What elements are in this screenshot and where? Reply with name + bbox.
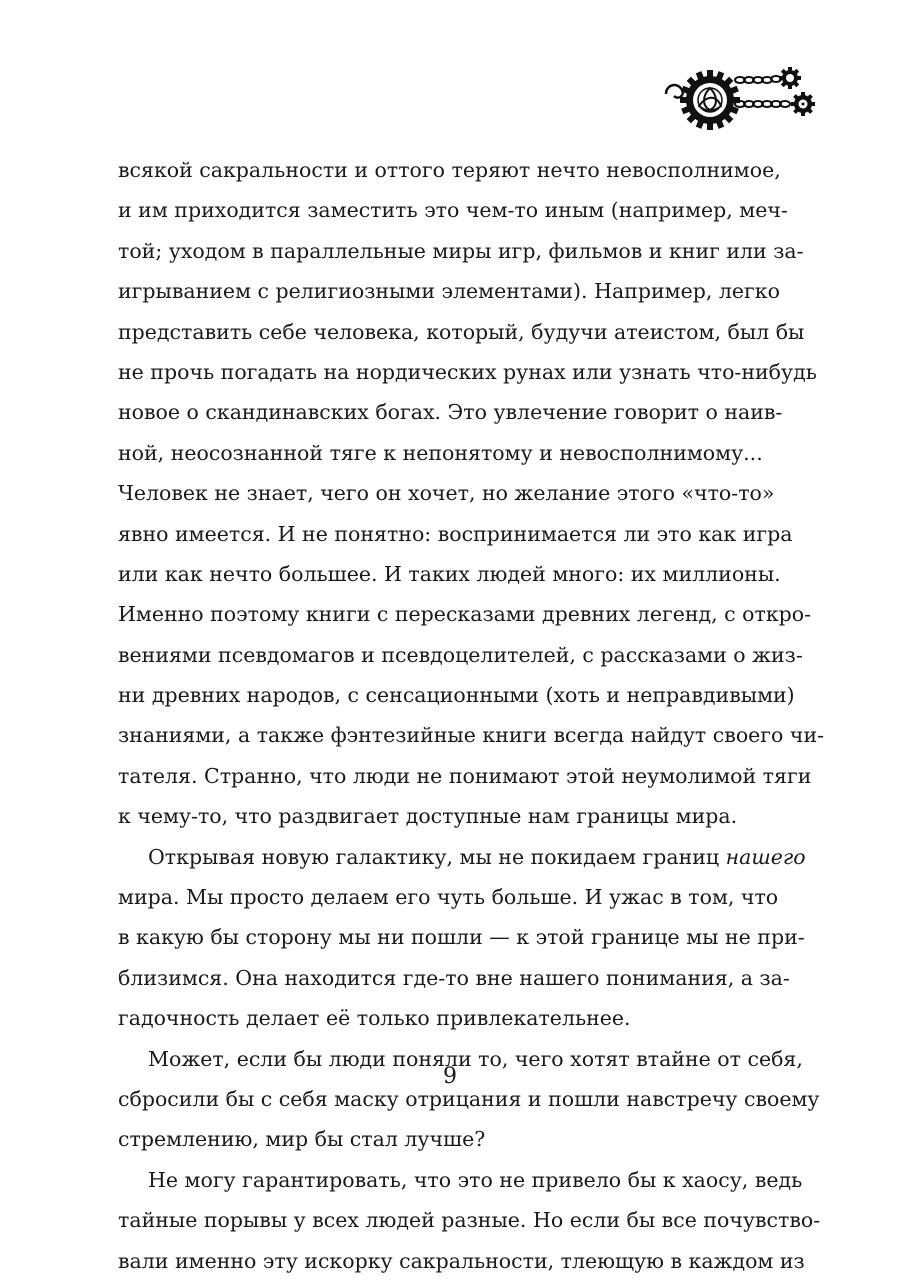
text-line: в какую бы сторону мы ни пошли — к этой границе мы не при- bbox=[118, 925, 805, 950]
text-line: представить себе человека, который, будучи атеистом, был бы bbox=[118, 319, 805, 344]
text-line: Может, если бы люди поняли то, чего хотят втайне от себя, bbox=[148, 1046, 803, 1071]
text-line: тателя. Странно, что люди не понимают этой неумолимой тяги bbox=[118, 763, 812, 788]
text-line: близимся. Она находится где-то вне нашего понимания, а за- bbox=[118, 965, 790, 990]
body-text bbox=[118, 150, 825, 1281]
text-line: ной, неосознанной тяге к непонятому и невосполнимому... bbox=[118, 440, 763, 465]
text-line: игрыванием с религиозными элементами). Например, легко bbox=[118, 279, 780, 304]
text-line: к чему-то, что раздвигает доступные нам границы мира. bbox=[118, 804, 738, 829]
text-line: Именно поэтому книги с пересказами древних легенд, с откро- bbox=[118, 602, 812, 627]
gears-chain-ornament-icon bbox=[660, 62, 820, 132]
text-line: гадочность делает её только привлекательнее. bbox=[118, 1006, 631, 1031]
text-line: стремлению, мир бы стал лучше? bbox=[118, 1127, 486, 1152]
text-line: и им приходится заместить это чем-то иным (например, меч- bbox=[118, 198, 788, 223]
text-line: вениями псевдомагов и псевдоцелителей, с рассказами о жиз- bbox=[118, 642, 803, 667]
text-line: вали именно эту искорку сакральности, тлеющую в каждом из bbox=[118, 1248, 805, 1273]
page-number: 9 bbox=[443, 1064, 457, 1089]
text-line: мира. Мы просто делаем его чуть больше. И ужас в том, что bbox=[118, 885, 779, 910]
text-line: той; уходом в параллельные миры игр, фильмов и книг или за- bbox=[118, 238, 804, 263]
text-line: не прочь погадать на нордических рунах или узнать что-нибудь bbox=[118, 359, 817, 384]
text-line: ни древних народов, с сенсационными (хоть и неправдивыми) bbox=[118, 683, 795, 708]
text-line: новое о скандинавских богах. Это увлечение говорит о наив- bbox=[118, 400, 783, 425]
text-line: знаниями, а также фэнтезийные книги всегда найдут своего чи- bbox=[118, 723, 825, 748]
text-segment: Открывая новую галактику, мы не покидаем границ bbox=[148, 844, 720, 869]
text-line: тайные порывы у всех людей разные. Но если бы все почувство- bbox=[118, 1208, 821, 1233]
text-line: Человек не знает, чего он хочет, но желание этого «что-то» bbox=[118, 481, 775, 506]
text-line: всякой сакральности и оттого теряют нечто невосполнимое, bbox=[118, 158, 781, 182]
text-line: явно имеется. И не понятно: воспринимается ли это как игра bbox=[118, 521, 793, 546]
text-line: Не могу гарантировать, что это не привело бы к хаосу, ведь bbox=[148, 1167, 803, 1192]
italic-word: нашего bbox=[725, 844, 806, 869]
text-line: сбросили бы с себя маску отрицания и пошли навстречу своему bbox=[118, 1086, 820, 1111]
text-line-with-italic bbox=[118, 837, 806, 877]
text-line: или как нечто большее. И таких людей много: их миллионы. bbox=[118, 561, 781, 586]
